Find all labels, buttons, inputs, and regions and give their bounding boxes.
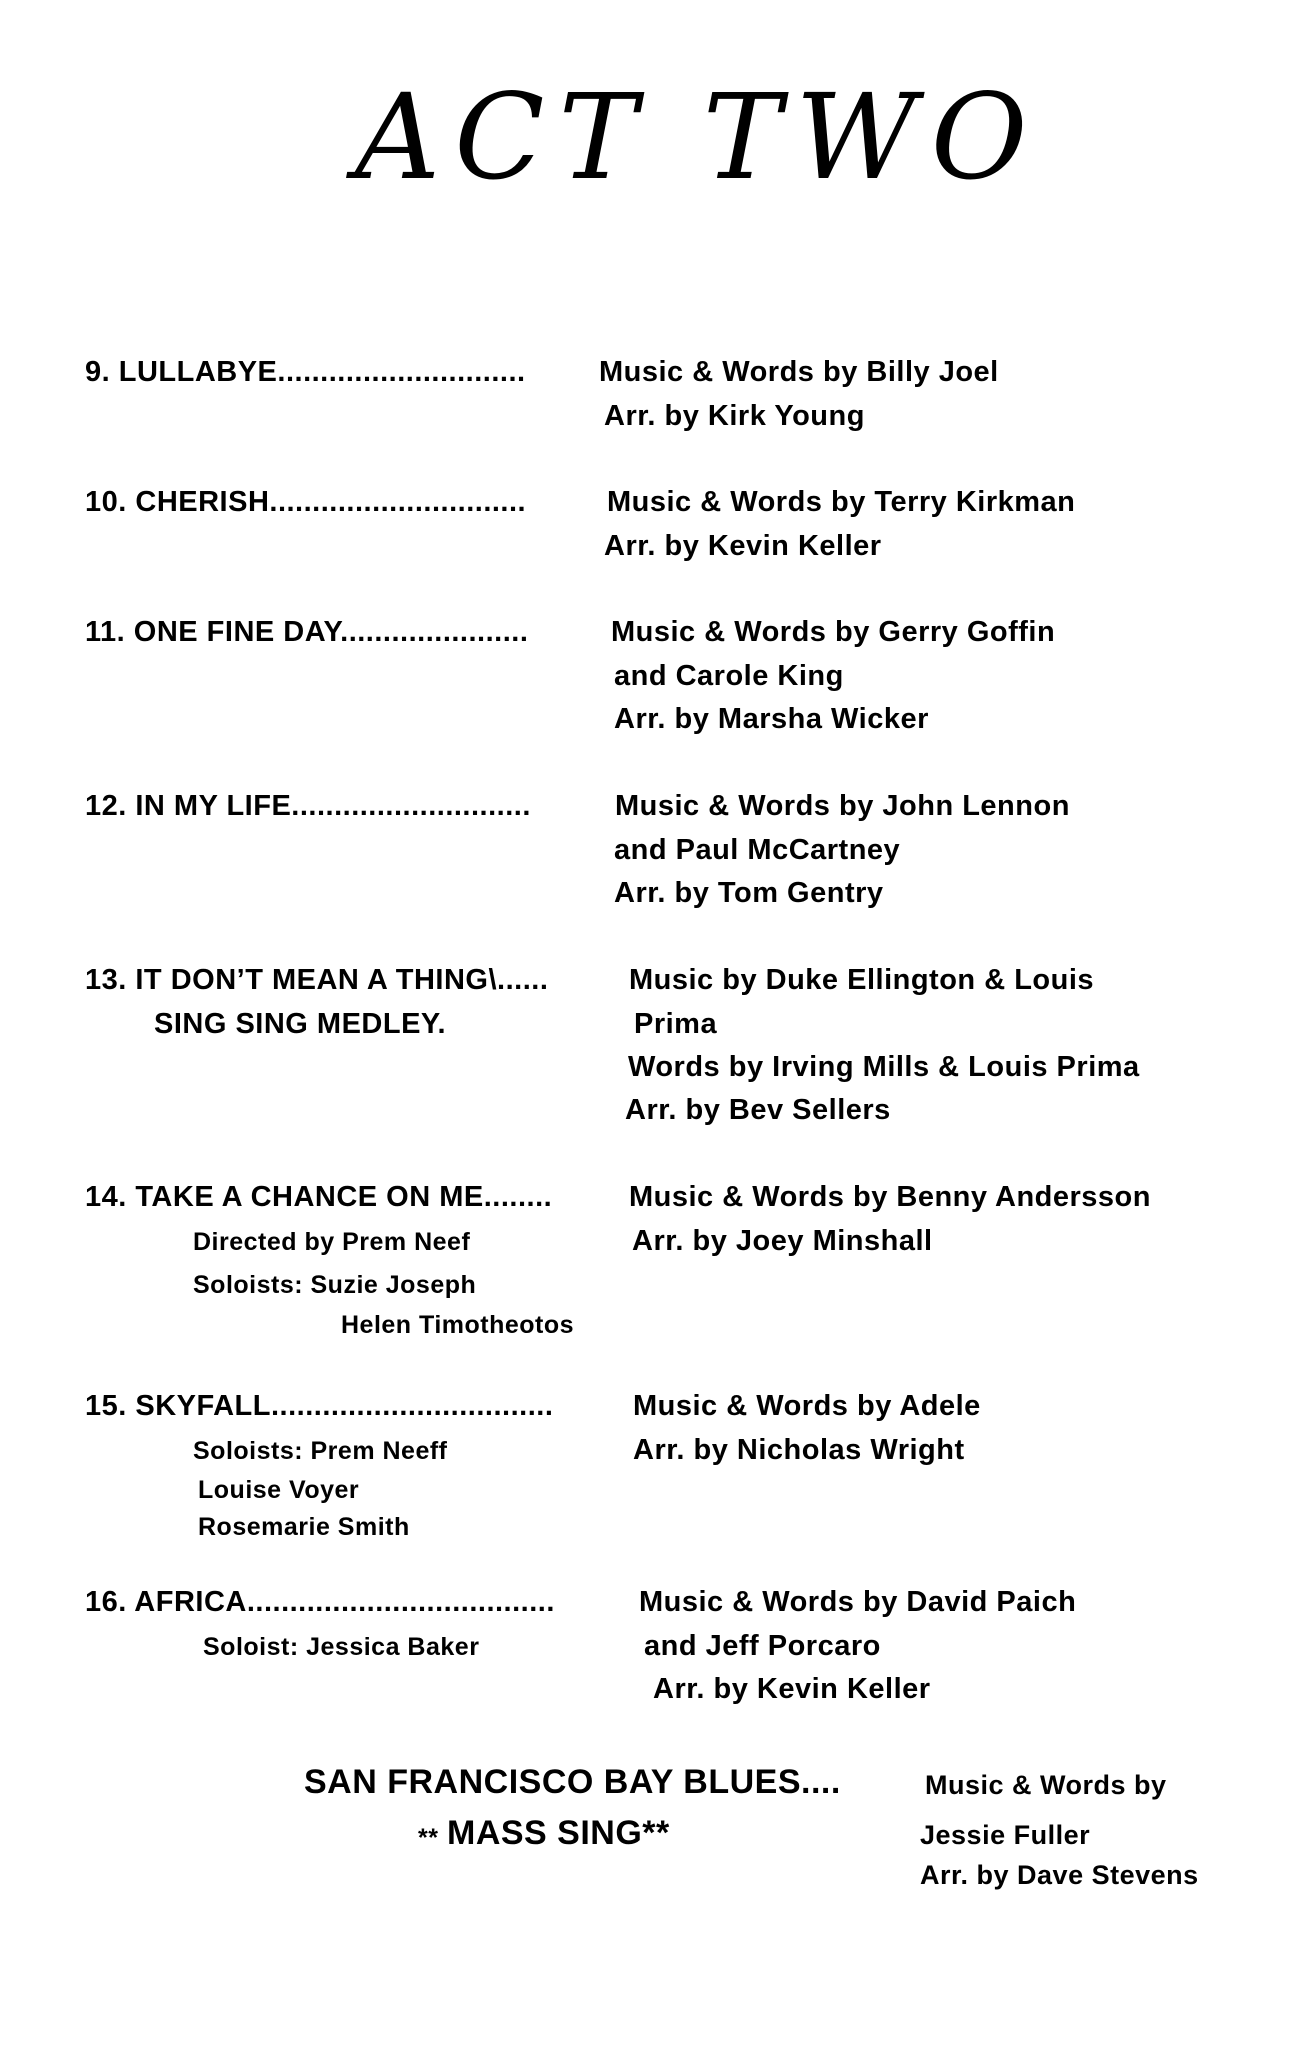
song-14-soloists: Soloists: Suzie Joseph — [193, 1271, 477, 1299]
song-15-credit: Music & Words by Adele — [633, 1390, 981, 1422]
finale-arranger: Arr. by Dave Stevens — [920, 1860, 1199, 1890]
song-11-credit: Music & Words by Gerry Goffin — [611, 616, 1056, 648]
song-13-title-cont: SING SING MEDLEY. — [154, 1008, 447, 1040]
song-15-title: 15. SKYFALL................................. — [85, 1390, 554, 1422]
finale-stars: ** — [418, 1824, 439, 1852]
song-11-arranger: Arr. by Marsha Wicker — [614, 703, 929, 735]
song-13-words-credit: Words by Irving Mills & Louis Prima — [628, 1051, 1140, 1083]
song-16-credit: Music & Words by David Paich — [639, 1586, 1077, 1618]
song-15-soloist-2: Louise Voyer — [198, 1476, 360, 1504]
song-16-credit-cont: and Jeff Porcaro — [644, 1630, 881, 1662]
page-title: ACT TWO — [355, 68, 1042, 206]
song-14-director: Directed by Prem Neef — [193, 1228, 471, 1256]
finale-credit-name: Jessie Fuller — [920, 1820, 1091, 1850]
song-10-arranger: Arr. by Kevin Keller — [604, 530, 882, 562]
song-12-credit: Music & Words by John Lennon — [615, 790, 1070, 822]
song-13-music-credit: Music by Duke Ellington & Louis — [629, 964, 1095, 996]
song-14-arranger: Arr. by Joey Minshall — [632, 1225, 933, 1257]
song-9-arranger: Arr. by Kirk Young — [604, 400, 865, 432]
song-13-title: 13. IT DON’T MEAN A THING\...... — [85, 964, 549, 996]
song-9-credit: Music & Words by Billy Joel — [599, 356, 999, 388]
song-14-soloist-2: Helen Timotheotos — [341, 1311, 575, 1339]
finale-song-title: SAN FRANCISCO BAY BLUES.... — [304, 1763, 841, 1801]
song-13-arranger: Arr. by Bev Sellers — [625, 1094, 891, 1126]
song-10-title: 10. CHERISH.............................. — [85, 486, 527, 518]
song-11-credit-cont: and Carole King — [614, 660, 844, 692]
song-11-title: 11. ONE FINE DAY...................... — [85, 616, 529, 648]
song-12-title: 12. IN MY LIFE............................ — [85, 790, 531, 822]
song-12-credit-cont: and Paul McCartney — [614, 834, 901, 866]
song-14-credit: Music & Words by Benny Andersson — [629, 1181, 1151, 1213]
song-16-arranger: Arr. by Kevin Keller — [653, 1673, 931, 1705]
song-16-title: 16. AFRICA.................................... — [85, 1586, 555, 1618]
finale-credit: Music & Words by — [925, 1770, 1167, 1800]
song-9-title: 9. LULLABYE............................. — [85, 356, 526, 388]
song-10-credit: Music & Words by Terry Kirkman — [607, 486, 1076, 518]
song-16-soloist: Soloist: Jessica Baker — [203, 1633, 480, 1661]
song-13-music-credit-cont: Prima — [634, 1008, 718, 1040]
song-15-arranger: Arr. by Nicholas Wright — [633, 1434, 965, 1466]
song-15-soloists: Soloists: Prem Neeff — [193, 1437, 448, 1465]
song-12-arranger: Arr. by Tom Gentry — [614, 877, 884, 909]
song-15-soloist-3: Rosemarie Smith — [198, 1513, 410, 1541]
finale-mass-sing: MASS SING** — [447, 1814, 670, 1852]
song-14-title: 14. TAKE A CHANCE ON ME........ — [85, 1181, 553, 1213]
